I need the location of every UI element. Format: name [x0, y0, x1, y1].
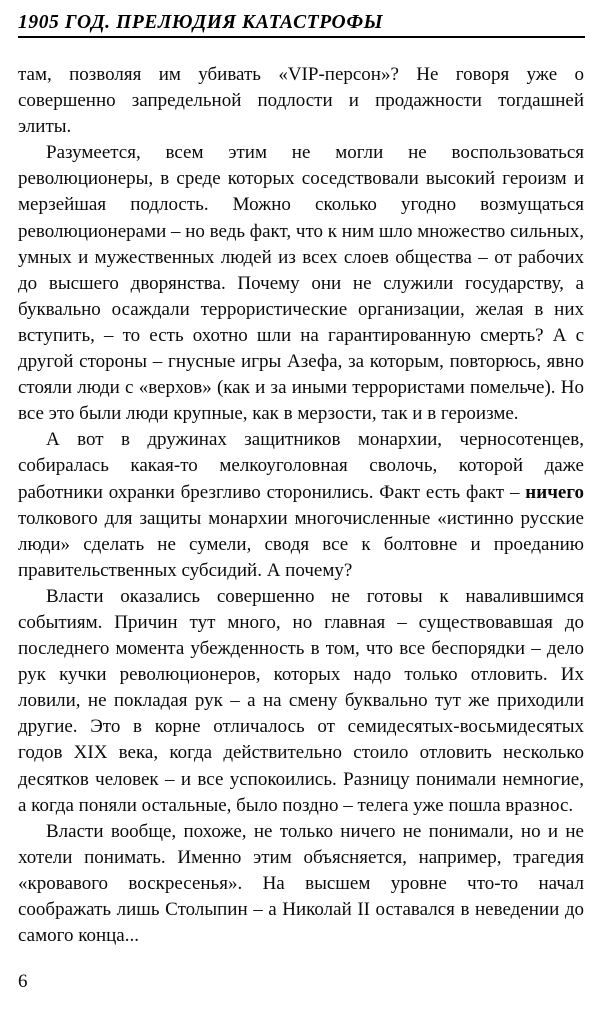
running-head-title: 1905 ГОД. ПРЕЛЮДИЯ КАТАСТРОФЫ [18, 12, 384, 33]
paragraph-3 [18, 427, 584, 584]
paragraph-3-text-before-emphasis: А вот в дружинах защитников монархии, черносотенцев, собиралась какая-то мелкоуголовная сволочь, которой даже работники охранки брезгливо сторонились. Факт есть факт – [18, 429, 584, 503]
page-number: 6 [18, 971, 28, 992]
paragraph-3-text-after-emphasis: толкового для защиты монархии многочисленные «истинно русские люди» сделать не сумели, сводя все к болтовне и проеданию правительственных субсидий. А почему? [18, 507, 584, 581]
paragraph-2: Разумеется, всем этим не могли не воспользоваться революционеры, в среде которых соседствовали высокий героизм и мерзейшая подлость. Можно сколько угодно возмущаться революционерами – но ведь факт, что к ним шло множество сильных, умных и мужественных людей из всех слоев общества – от рабочих до высшего дворянства. Почему они не служили государству, а буквально осаждали террористические организации, желая в них вступить, – то есть охотно шли на гарантированную смерть? А с другой стороны – гнусные игры Азефа, за которым, повторюсь, явно стояли люди с «верхов» (как и за иными террористами помельче). Но все это были люди крупные, как в мерзости, так и в героизме. [18, 142, 584, 425]
paragraph-5: Власти вообще, похоже, не только ничего не понимали, но и не хотели понимать. Именно этим объясняется, например, трагедия «кровавого воскресенья». На высшем уровне что-то начал соображать лишь Столыпин – а Николай II оставался в неведении до самого конца... [18, 820, 584, 947]
running-head [18, 12, 585, 38]
paragraph-3-emphasis: ничего [525, 481, 584, 503]
paragraph-1: там, позволяя им убивать «VIP-персон»? Не говоря уже о совершенно запредельной подлости и продажности тогдашней элиты. [18, 64, 584, 138]
running-head-rule [18, 36, 585, 38]
body-text-column [18, 62, 584, 949]
paragraph-4: Власти оказались совершенно не готовы к навалившимся событиям. Причин тут много, но главная – существовавшая до последнего момента убежденность в том, что все беспорядки – дело рук кучки революционеров, которых надо только отловить. Их ловили, не покладая рук – а на смену буквально тут же приходили другие. Это в корне отличалось от семидесятых-восьмидесятых годов XIX века, когда действительно стоило отловить несколько десятков человек – и все успокоились. Разницу понимали немногие, а когда поняли остальные, было поздно – телега уже пошла вразнос. [18, 585, 584, 816]
